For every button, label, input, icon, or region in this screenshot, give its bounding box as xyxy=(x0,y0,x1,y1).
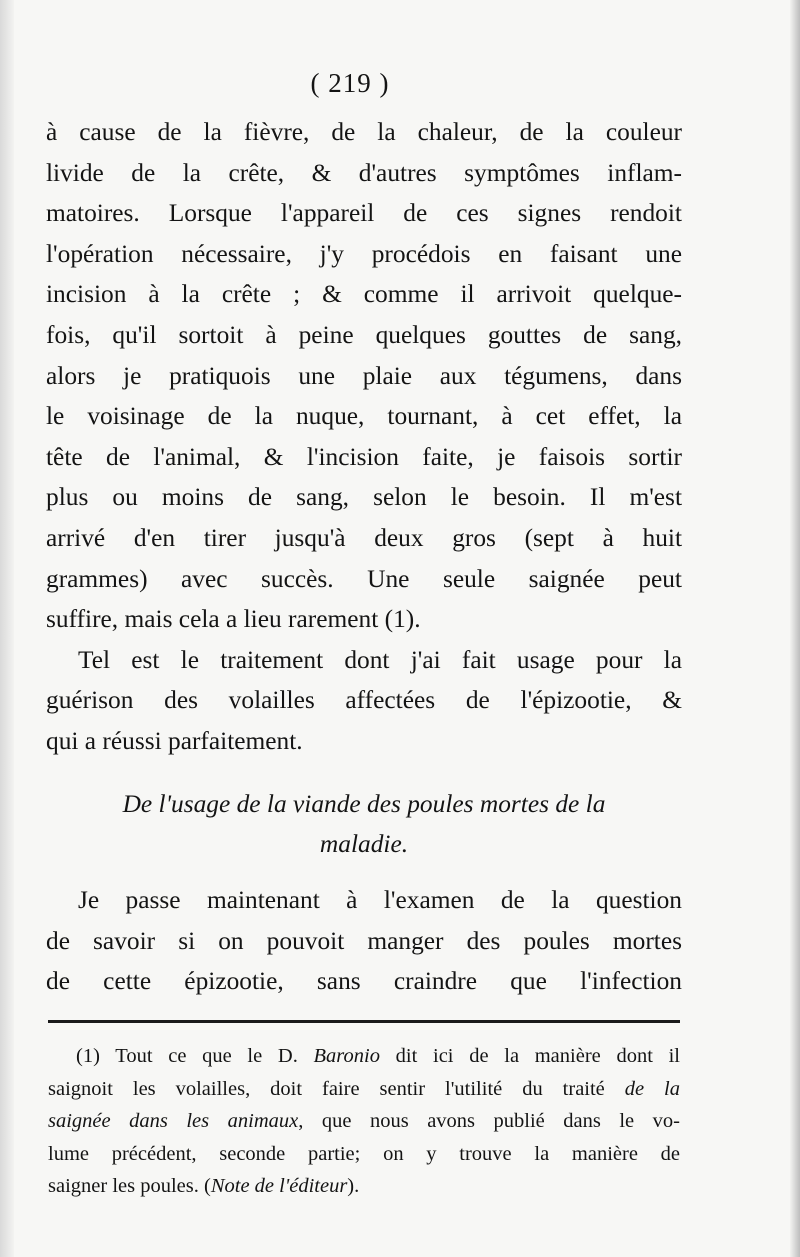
heading-line: De l'usage de la viande des poules mortes de la xyxy=(122,790,606,818)
text-line: incision à la crête ; & comme il arrivoit quelque- xyxy=(46,280,682,309)
text-line: grammes) avec succès. Une seule saignée peut xyxy=(46,564,682,593)
text-line: Tel est le traitement dont j'ai fait usage pour la xyxy=(78,645,682,674)
footnote-line: saignoit les volailles, doit faire sentir l'utilité du traité de la xyxy=(48,1077,681,1100)
text-line: suffire, mais cela a lieu rarement (1). xyxy=(46,605,421,634)
body-paragraph-3 xyxy=(46,880,682,1002)
footnote-line: lume précédent, seconde partie; on y trouve la manière de xyxy=(48,1142,680,1165)
text-line: l'opération nécessaire, j'y procédois en faisant une xyxy=(46,239,682,268)
text-line: tête de l'animal, & l'incision faite, je faisois sortir xyxy=(46,442,682,471)
text-line: de cette épizootie, sans craindre que l'infection xyxy=(46,967,682,996)
page-right-edge xyxy=(790,0,800,1257)
text-line: plus ou moins de sang, selon le besoin. Il m'est xyxy=(46,483,682,512)
page-left-edge xyxy=(0,0,14,1257)
text-line: Je passe maintenant à l'examen de la question xyxy=(78,886,682,914)
footnote-separator-rule xyxy=(48,1020,680,1023)
text-line: matoires. Lorsque l'appareil de ces signes rendoit xyxy=(46,199,682,228)
text-line: qui a réussi parfaitement. xyxy=(46,726,303,755)
text-line: arrivé d'en tirer jusqu'à deux gros (sept à huit xyxy=(46,523,682,552)
text-line: de savoir si on pouvoit manger des poules mortes xyxy=(46,926,682,955)
body-paragraph-1 xyxy=(46,112,682,762)
text-line: guérison des volailles affectées de l'épizootie, & xyxy=(46,686,682,715)
text-line: le voisinage de la nuque, tournant, à cet effet, la xyxy=(46,402,682,431)
footnote xyxy=(48,1040,680,1203)
footnote-line: saigner les poules. (Note de l'éditeur). xyxy=(48,1175,360,1197)
footnote-line: (1) Tout ce que le D. Baronio dit ici de la manière dont il xyxy=(76,1045,680,1067)
text-line: à cause de la fièvre, de la chaleur, de la couleur xyxy=(46,118,682,146)
footnote-line: saignée dans les animaux, que nous avons publié dans le vo- xyxy=(48,1110,680,1132)
text-line: livide de la crête, & d'autres symptômes inflam- xyxy=(46,158,682,187)
text-line: alors je pratiquois une plaie aux tégumens, dans xyxy=(46,361,682,390)
heading-line: maladie. xyxy=(319,830,409,858)
section-heading xyxy=(46,784,682,864)
page-number: ( 219 ) xyxy=(310,68,390,98)
text-line: fois, qu'il sortoit à peine quelques gouttes de sang, xyxy=(46,320,682,349)
